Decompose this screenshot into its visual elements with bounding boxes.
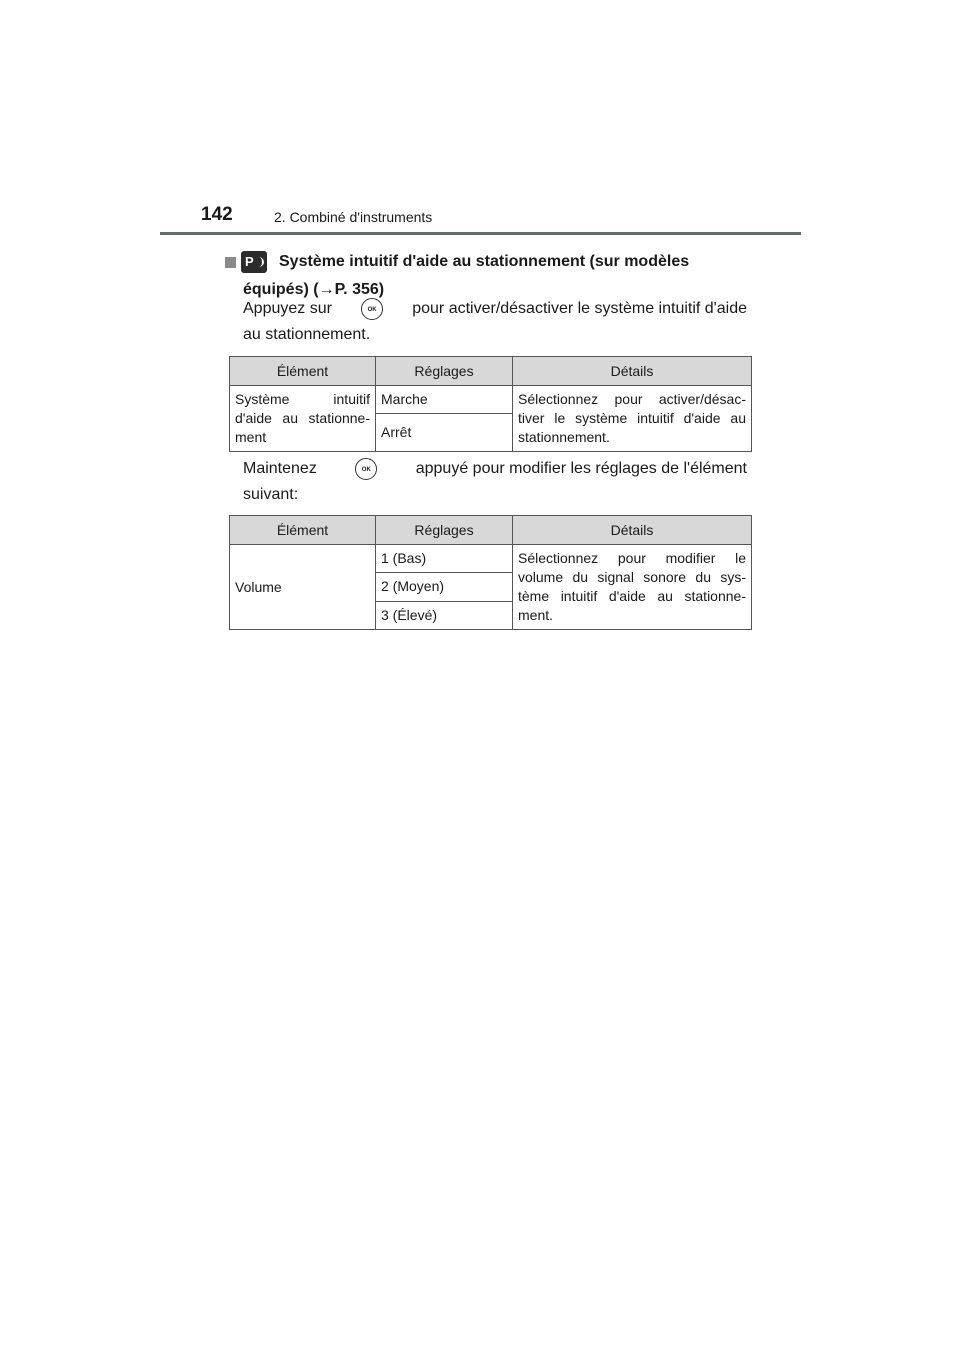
table-row — [230, 386, 752, 414]
column-header-settings: Réglages — [376, 516, 513, 545]
table-header-row — [230, 357, 752, 386]
para1-text-b: pour activer/désactiver le système intuitif d'aide — [412, 300, 747, 317]
para1-text-c: au stationnement. — [243, 326, 371, 343]
element-cell: Volume — [230, 545, 376, 630]
para2-text-b: appuyé pour modifier les réglages de l'élément — [415, 460, 747, 477]
instruction-paragraph-2 — [243, 456, 747, 508]
column-header-details: Détails — [513, 516, 752, 545]
details-cell: Sélectionnez pour modifier le volume du signal sonore du sys-tème intuitif d'aide au stationne-ment. — [513, 545, 752, 630]
instruction-paragraph-1 — [243, 296, 747, 348]
chapter-title: 2. Combiné d'instruments — [274, 209, 433, 225]
setting-cell: 3 (Élevé) — [376, 601, 513, 629]
ok-button-icon: OK — [361, 298, 383, 320]
setting-cell: Arrêt — [376, 414, 513, 452]
para2-text-c: suivant: — [243, 486, 299, 503]
section-title-line1: Système intuitif d'aide au stationnement (sur modèles — [279, 253, 690, 270]
column-header-element: Élément — [230, 357, 376, 386]
ok-button-icon: OK — [355, 458, 377, 480]
page-number: 142 — [201, 204, 233, 225]
settings-table-volume — [229, 515, 752, 630]
column-header-details: Détails — [513, 357, 752, 386]
para1-text-a: Appuyez sur — [243, 300, 332, 317]
setting-cell: 1 (Bas) — [376, 545, 513, 573]
section-title-line2: équipés) (→P. 356) — [243, 281, 385, 298]
settings-table-parking — [229, 356, 752, 452]
column-header-settings: Réglages — [376, 357, 513, 386]
setting-cell: 2 (Moyen) — [376, 573, 513, 601]
details-cell: Sélectionnez pour activer/désac-tiver le système intuitif d'aide au stationnement. — [513, 386, 752, 452]
header-rule — [160, 232, 801, 235]
table-header-row — [230, 516, 752, 545]
setting-cell: Marche — [376, 386, 513, 414]
bullet-square-icon — [225, 257, 236, 268]
table-row — [230, 545, 752, 573]
parking-sensor-icon: P — [241, 251, 267, 273]
para2-text-a: Maintenez — [243, 460, 317, 477]
element-cell: Système intuitif d'aide au stationne-ment — [230, 386, 376, 452]
column-header-element: Élément — [230, 516, 376, 545]
